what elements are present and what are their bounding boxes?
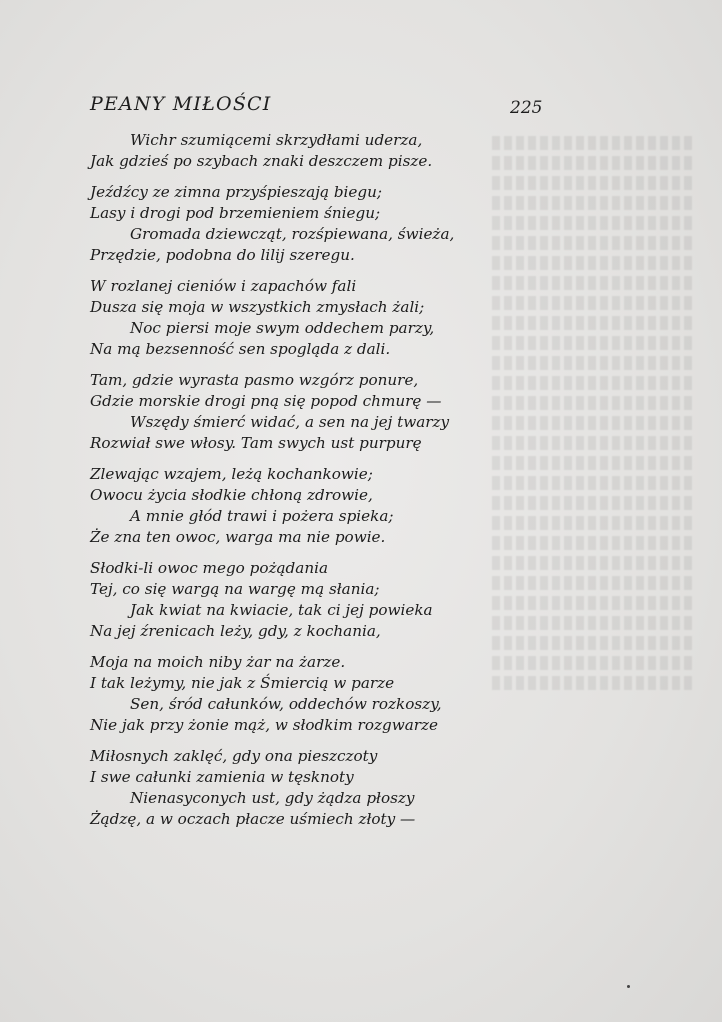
stanza: [90, 464, 470, 548]
poem-line: Jeźdźcy ze zimna przyśpieszają biegu;: [90, 183, 383, 201]
stanza: [90, 746, 470, 830]
poem-line: A mnie głód trawi i pożera spieka;: [130, 507, 394, 525]
poem-line: Że zna ten owoc, warga ma nie powie.: [90, 528, 386, 546]
poem-line: I tak leżymy, nie jak z Śmiercią w parze: [90, 674, 395, 692]
stanza: [90, 276, 470, 360]
poem-line: I swe całunki zamienia w tęsknoty: [90, 768, 354, 786]
poem: [90, 130, 470, 840]
poem-line: Gromada dziewcząt, rozśpiewana, świeża,: [130, 225, 455, 243]
poem-line: Dusza się moja w wszystkich zmysłach żali;: [90, 298, 425, 316]
poem-line: Gdzie morskie drogi pną się popod chmurę —: [90, 392, 442, 410]
stanza: [90, 652, 470, 736]
poem-line: Owocu życia słodkie chłoną zdrowie,: [90, 486, 373, 504]
running-title: PEANY MIŁOŚCI: [90, 93, 272, 115]
poem-line: Miłosnych zaklęć, gdy ona pieszczoty: [90, 747, 378, 765]
stanza: [90, 558, 470, 642]
poem-line: Tej, co się wargą na wargę mą słania;: [90, 580, 380, 598]
poem-line: Rozwiał swe włosy. Tam swych ust purpurę: [90, 434, 422, 452]
poem-line: Nie jak przy żonie mąż, w słodkim rozgwarze: [90, 716, 438, 734]
paper-speck: [627, 985, 630, 988]
stanza: [90, 370, 470, 454]
poem-line: Tam, gdzie wyrasta pasmo wzgórz ponure,: [90, 371, 419, 389]
poem-line: Sen, śród całunków, oddechów rozkoszy,: [130, 695, 442, 713]
poem-line: Na mą bezsenność sen spogląda z dali.: [90, 340, 391, 358]
poem-line: Lasy i drogi pod brzemieniem śniegu;: [90, 204, 381, 222]
page-number: 225: [510, 98, 543, 118]
poem-line: Noc piersi moje swym oddechem parzy,: [130, 319, 435, 337]
poem-line: Żądzę, a w oczach płacze uśmiech złoty —: [90, 810, 416, 828]
poem-line: Słodki-li owoc mego pożądania: [90, 559, 329, 577]
poem-line: Nienasyconych ust, gdy żądza płoszy: [130, 789, 415, 807]
poem-line: W rozlanej cieniów i zapachów fali: [90, 277, 357, 295]
poem-line: Zlewając wzajem, leżą kochankowie;: [90, 465, 373, 483]
poem-line: Moja na moich niby żar na żarze.: [90, 653, 346, 671]
poem-line: Na jej źrenicach leży, gdy, z kochania,: [90, 622, 381, 640]
poem-line: Wszędy śmierć widać, a sen na jej twarzy: [130, 413, 450, 431]
poem-line: Jak gdzieś po szybach znaki deszczem pisze.: [90, 152, 433, 170]
poem-line: Jak kwiat na kwiacie, tak ci jej powieka: [130, 601, 433, 619]
stanza: [90, 182, 470, 266]
poem-line: Wichr szumiącemi skrzydłami uderza,: [130, 131, 423, 149]
stanza: [90, 130, 470, 172]
show-through-text: [492, 130, 692, 830]
poem-line: Przędzie, podobna do lilij szeregu.: [90, 246, 355, 264]
